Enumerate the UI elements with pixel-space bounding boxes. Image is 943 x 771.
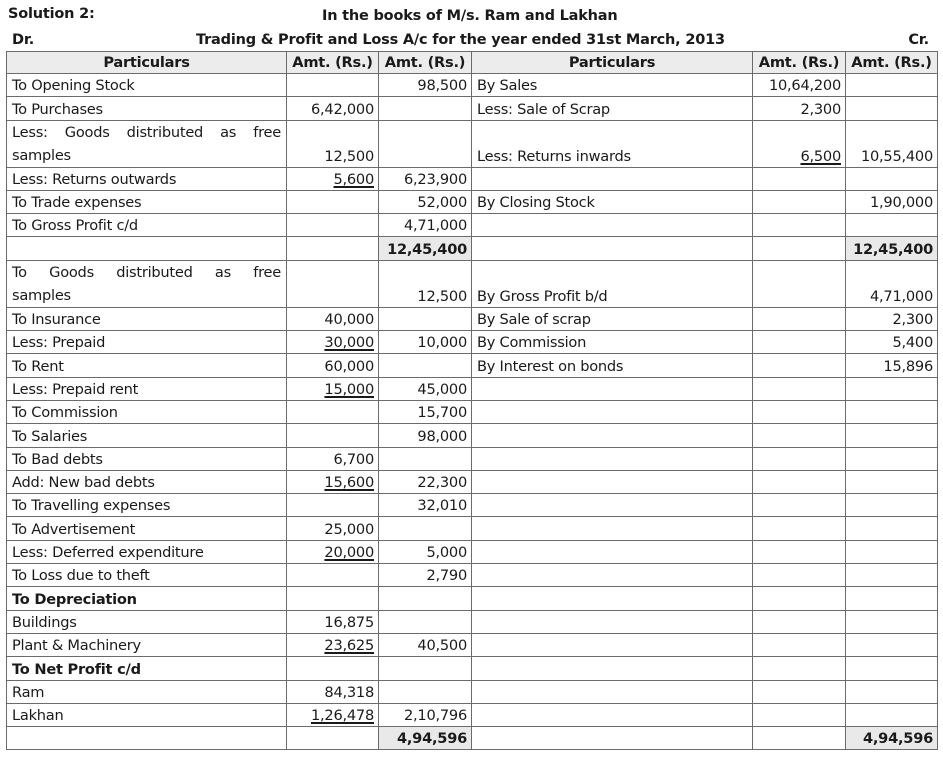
cr-amount-2 <box>846 587 938 610</box>
dr-particular: To Commission <box>7 400 287 423</box>
dr-particular: Less: Deferred expenditure <box>7 540 287 563</box>
cr-amount-2 <box>846 167 938 190</box>
cr-amount-1 <box>753 331 846 354</box>
cr-amount-2 <box>846 214 938 237</box>
cr-amount-1-value: 6,500 <box>800 147 841 165</box>
dr-amount-2: 5,000 <box>379 540 472 563</box>
table-row <box>7 633 938 656</box>
dr-amount-1-value: 15,000 <box>324 380 374 398</box>
cr-particular <box>472 540 753 563</box>
dr-particular: To Gross Profit c/d <box>7 214 287 237</box>
cr-particular: By Sale of scrap <box>472 307 753 330</box>
dr-amount-1 <box>287 260 379 307</box>
table-row <box>7 167 938 190</box>
dr-particular: To Bad debts <box>7 447 287 470</box>
table-row <box>7 447 938 470</box>
table-row <box>7 331 938 354</box>
dr-particular-line-2: samples <box>12 146 71 164</box>
table-row <box>7 540 938 563</box>
cr-amount-2: 1,90,000 <box>846 190 938 213</box>
column-header-amount-dr-2: Amt. (Rs.) <box>379 52 472 74</box>
dr-amount-1: 12,500 <box>287 120 379 167</box>
dr-particular <box>7 237 287 260</box>
dr-amount-2: 15,700 <box>379 400 472 423</box>
cr-amount-1 <box>753 214 846 237</box>
cr-particular <box>472 517 753 540</box>
credit-label: Cr. <box>908 32 929 48</box>
cr-particular <box>472 237 753 260</box>
dr-amount-1: 6,42,000 <box>287 97 379 120</box>
cr-particular: By Closing Stock <box>472 190 753 213</box>
dr-amount-1 <box>287 633 379 656</box>
cr-particular <box>472 377 753 400</box>
cr-amount-1 <box>753 447 846 470</box>
table-row <box>7 657 938 680</box>
cr-particular <box>472 470 753 493</box>
dr-amount-1 <box>287 540 379 563</box>
table-row <box>7 470 938 493</box>
dr-amount-1 <box>287 564 379 587</box>
cr-amount-1 <box>753 237 846 260</box>
table-row <box>7 494 938 517</box>
cr-amount-1 <box>753 587 846 610</box>
table-row <box>7 610 938 633</box>
dr-amount-2: 22,300 <box>379 470 472 493</box>
table-row <box>7 260 938 307</box>
table-row <box>7 424 938 447</box>
cr-amount-2 <box>846 447 938 470</box>
pl-total-row <box>7 727 938 750</box>
cr-amount-2 <box>846 703 938 726</box>
dr-amount-1 <box>287 214 379 237</box>
cr-particular <box>472 587 753 610</box>
dr-amount-2: 2,10,796 <box>379 703 472 726</box>
dr-particular: Ram <box>7 680 287 703</box>
cr-particular: Less: Returns inwards <box>472 120 753 167</box>
dr-amount-2: 2,790 <box>379 564 472 587</box>
dr-amount-2: 10,000 <box>379 331 472 354</box>
dr-amount-1: 16,875 <box>287 610 379 633</box>
cr-amount-1 <box>753 377 846 400</box>
cr-amount-1 <box>753 610 846 633</box>
dr-amount-2 <box>379 307 472 330</box>
table-row <box>7 680 938 703</box>
dr-particular: To Opening Stock <box>7 74 287 97</box>
cr-particular <box>472 610 753 633</box>
dr-amount-2: 98,500 <box>379 74 472 97</box>
column-header-amount-dr-1: Amt. (Rs.) <box>287 52 379 74</box>
cr-trading-total: 12,45,400 <box>846 237 938 260</box>
cr-amount-1 <box>753 354 846 377</box>
cr-amount-2 <box>846 377 938 400</box>
dr-amount-2: 52,000 <box>379 190 472 213</box>
books-heading: In the books of M/s. Ram and Lakhan <box>322 8 618 24</box>
dr-particular <box>7 727 287 750</box>
dr-particular: To Purchases <box>7 97 287 120</box>
trading-total-row <box>7 237 938 260</box>
cr-amount-1 <box>753 727 846 750</box>
dr-amount-1: 40,000 <box>287 307 379 330</box>
dr-particular-line-2: samples <box>12 286 71 304</box>
debit-label: Dr. <box>12 32 35 48</box>
dr-amount-1 <box>287 74 379 97</box>
dr-amount-1-value: 5,600 <box>333 170 374 188</box>
dr-amount-1 <box>287 190 379 213</box>
dr-amount-1 <box>287 727 379 750</box>
dr-amount-1-value: 23,625 <box>324 637 374 655</box>
dr-amount-2: 98,000 <box>379 424 472 447</box>
table-row <box>7 564 938 587</box>
table-row <box>7 517 938 540</box>
dr-amount-2 <box>379 657 472 680</box>
cr-particular <box>472 167 753 190</box>
dr-particular: Plant & Machinery <box>7 633 287 656</box>
cr-particular <box>472 214 753 237</box>
cr-amount-2: 4,71,000 <box>846 260 938 307</box>
dr-amount-2 <box>379 587 472 610</box>
dr-amount-1 <box>287 400 379 423</box>
dr-amount-1 <box>287 167 379 190</box>
cr-particular <box>472 727 753 750</box>
dr-amount-2 <box>379 447 472 470</box>
cr-amount-1 <box>753 260 846 307</box>
cr-particular: By Commission <box>472 331 753 354</box>
dr-amount-2: 32,010 <box>379 494 472 517</box>
dr-amount-1: 6,700 <box>287 447 379 470</box>
account-title: Trading & Profit and Loss A/c for the year ended 31st March, 2013 <box>196 32 725 48</box>
cr-amount-2 <box>846 517 938 540</box>
cr-amount-2 <box>846 610 938 633</box>
dr-amount-2 <box>379 680 472 703</box>
cr-particular: Less: Sale of Scrap <box>472 97 753 120</box>
cr-amount-2 <box>846 470 938 493</box>
cr-particular: By Gross Profit b/d <box>472 260 753 307</box>
cr-amount-2: 15,896 <box>846 354 938 377</box>
cr-amount-1 <box>753 517 846 540</box>
table-row <box>7 377 938 400</box>
dr-particular <box>7 120 287 167</box>
dr-pl-total: 4,94,596 <box>379 727 472 750</box>
cr-amount-1 <box>753 400 846 423</box>
cr-particular <box>472 400 753 423</box>
cr-amount-2 <box>846 657 938 680</box>
dr-trading-total: 12,45,400 <box>379 237 472 260</box>
dr-amount-1: 25,000 <box>287 517 379 540</box>
table-row <box>7 587 938 610</box>
cr-amount-2 <box>846 494 938 517</box>
dr-amount-2: 45,000 <box>379 377 472 400</box>
cr-amount-2 <box>846 97 938 120</box>
cr-amount-1 <box>753 120 846 167</box>
cr-amount-1 <box>753 540 846 563</box>
cr-amount-1: 2,300 <box>753 97 846 120</box>
column-header-particulars-dr: Particulars <box>7 52 287 74</box>
dr-particular-heading: To Depreciation <box>7 587 287 610</box>
cr-particular <box>472 703 753 726</box>
cr-amount-2 <box>846 540 938 563</box>
cr-particular <box>472 494 753 517</box>
cr-amount-2 <box>846 400 938 423</box>
dr-amount-1 <box>287 424 379 447</box>
cr-amount-2 <box>846 680 938 703</box>
dr-particular-line-1: To Goods distributed as free <box>12 263 281 281</box>
table-row <box>7 400 938 423</box>
cr-particular: By Interest on bonds <box>472 354 753 377</box>
dr-amount-2 <box>379 97 472 120</box>
cr-amount-2: 10,55,400 <box>846 120 938 167</box>
dr-particular: Lakhan <box>7 703 287 726</box>
dr-amount-1: 84,318 <box>287 680 379 703</box>
dr-amount-2: 4,71,000 <box>379 214 472 237</box>
table-row <box>7 354 938 377</box>
cr-particular <box>472 564 753 587</box>
cr-amount-1: 10,64,200 <box>753 74 846 97</box>
dr-amount-1 <box>287 470 379 493</box>
trading-profit-loss-table <box>6 51 938 750</box>
dr-amount-1 <box>287 587 379 610</box>
cr-amount-1 <box>753 307 846 330</box>
column-header-amount-cr-1: Amt. (Rs.) <box>753 52 846 74</box>
dr-particular: Less: Prepaid <box>7 331 287 354</box>
dr-particular: To Advertisement <box>7 517 287 540</box>
table-row <box>7 74 938 97</box>
dr-particular: Less: Prepaid rent <box>7 377 287 400</box>
cr-amount-2 <box>846 564 938 587</box>
table-row <box>7 97 938 120</box>
dr-particular: Buildings <box>7 610 287 633</box>
cr-amount-1 <box>753 633 846 656</box>
dr-amount-2 <box>379 120 472 167</box>
dr-amount-2: 12,500 <box>379 260 472 307</box>
cr-particular <box>472 657 753 680</box>
cr-amount-1 <box>753 190 846 213</box>
cr-particular <box>472 447 753 470</box>
dr-amount-1 <box>287 331 379 354</box>
cr-amount-1 <box>753 494 846 517</box>
dr-amount-1 <box>287 703 379 726</box>
dr-amount-1-value: 1,26,478 <box>311 707 374 725</box>
dr-amount-1-value: 30,000 <box>324 334 374 352</box>
dr-particular: To Salaries <box>7 424 287 447</box>
table-row <box>7 190 938 213</box>
table-row <box>7 214 938 237</box>
dr-particular: To Travelling expenses <box>7 494 287 517</box>
cr-amount-2 <box>846 424 938 447</box>
cr-amount-2: 5,400 <box>846 331 938 354</box>
dr-amount-1-value: 20,000 <box>324 544 374 562</box>
cr-amount-1 <box>753 470 846 493</box>
dr-particular: To Insurance <box>7 307 287 330</box>
cr-amount-2 <box>846 74 938 97</box>
table-row <box>7 307 938 330</box>
dr-amount-1: 60,000 <box>287 354 379 377</box>
table-row <box>7 120 938 167</box>
cr-particular <box>472 680 753 703</box>
dr-particular-line-1: Less: Goods distributed as free <box>12 123 281 141</box>
column-header-amount-cr-2: Amt. (Rs.) <box>846 52 938 74</box>
dr-amount-2: 6,23,900 <box>379 167 472 190</box>
cr-amount-2: 2,300 <box>846 307 938 330</box>
dr-particular: To Loss due to theft <box>7 564 287 587</box>
table-header-row <box>7 52 938 74</box>
cr-particular: By Sales <box>472 74 753 97</box>
dr-amount-1 <box>287 377 379 400</box>
cr-particular <box>472 633 753 656</box>
solution-label: Solution 2: <box>8 6 95 22</box>
dr-amount-2 <box>379 354 472 377</box>
dr-amount-1 <box>287 494 379 517</box>
cr-amount-1 <box>753 703 846 726</box>
column-header-particulars-cr: Particulars <box>472 52 753 74</box>
dr-particular <box>7 260 287 307</box>
dr-amount-1 <box>287 237 379 260</box>
table-row <box>7 703 938 726</box>
cr-amount-1 <box>753 564 846 587</box>
dr-particular: Less: Returns outwards <box>7 167 287 190</box>
cr-amount-1 <box>753 424 846 447</box>
dr-particular: To Trade expenses <box>7 190 287 213</box>
dr-particular: Add: New bad debts <box>7 470 287 493</box>
cr-amount-2 <box>846 633 938 656</box>
cr-particular <box>472 424 753 447</box>
cr-amount-1 <box>753 680 846 703</box>
dr-amount-2: 40,500 <box>379 633 472 656</box>
cr-pl-total: 4,94,596 <box>846 727 938 750</box>
cr-amount-1 <box>753 657 846 680</box>
dr-particular: To Rent <box>7 354 287 377</box>
cr-amount-1 <box>753 167 846 190</box>
dr-amount-1 <box>287 657 379 680</box>
dr-amount-2 <box>379 610 472 633</box>
dr-amount-2 <box>379 517 472 540</box>
dr-amount-1-value: 15,600 <box>324 474 374 492</box>
dr-particular-heading: To Net Profit c/d <box>7 657 287 680</box>
